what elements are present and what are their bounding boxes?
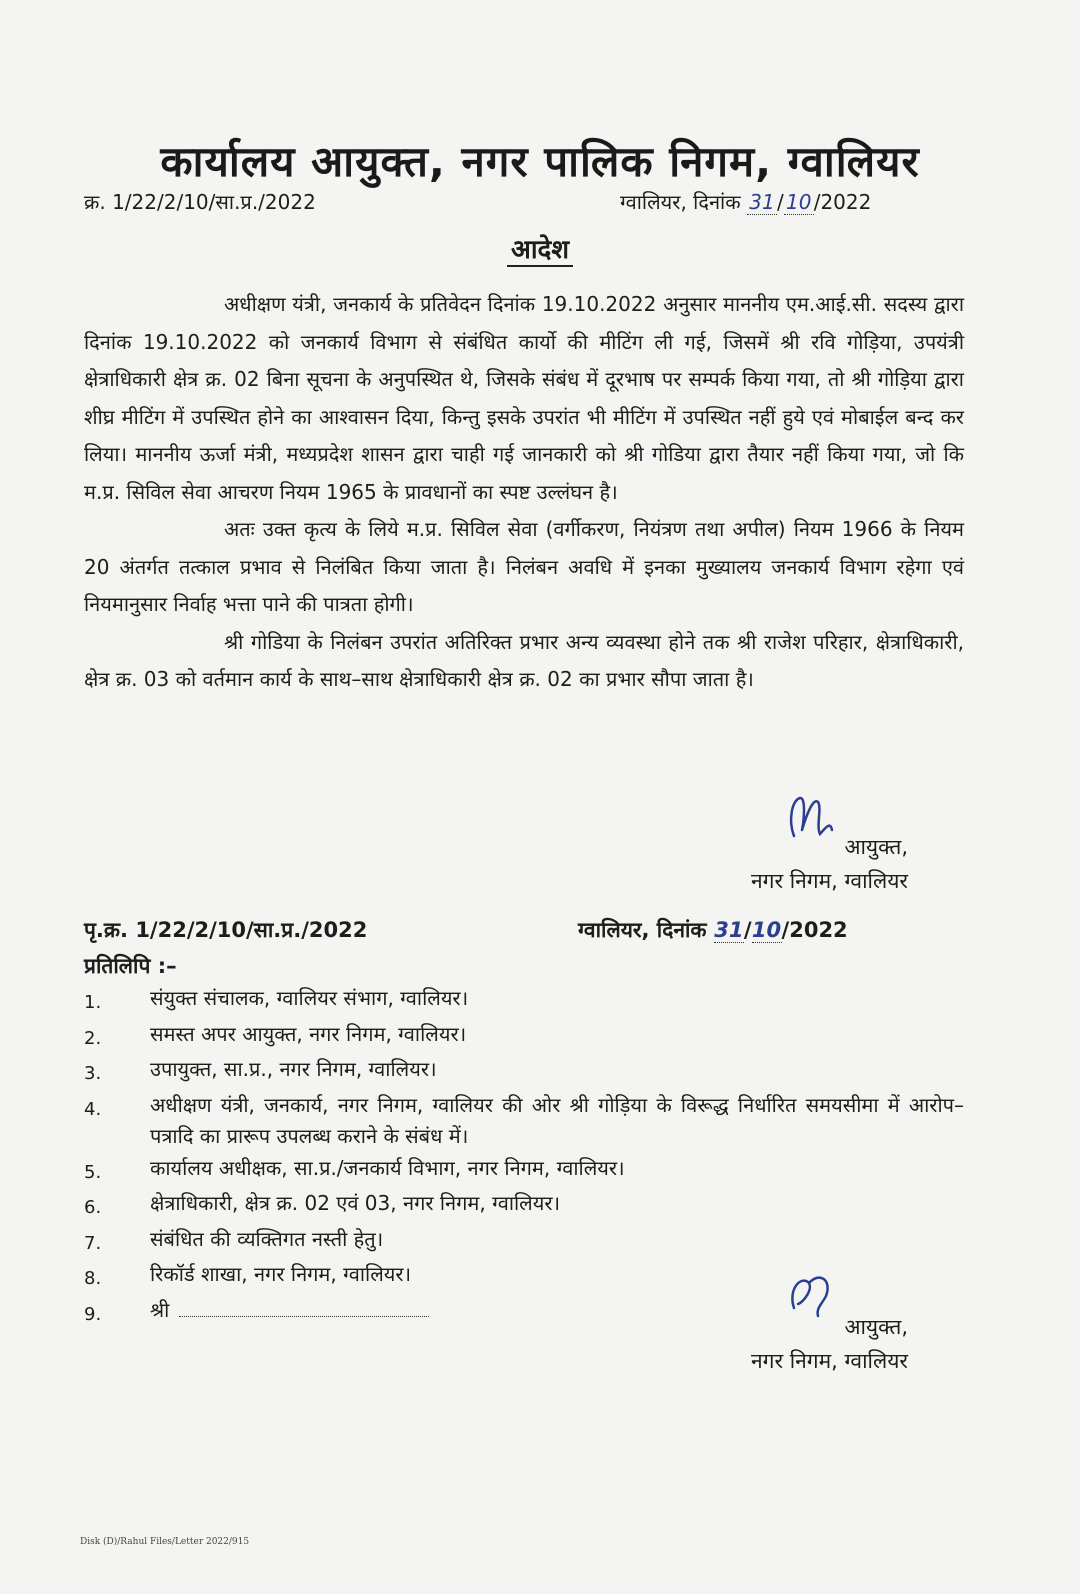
list-item: 3. उपायुक्त, सा.प्र., नगर निगम, ग्वालियर। [84, 1057, 437, 1084]
copy-reference-number: पृ.क्र. 1/22/2/10/सा.प्र./2022 [84, 918, 368, 942]
date-day: 31 [747, 190, 777, 215]
copy-date-year: /2022 [781, 918, 848, 942]
date-prefix: ग्वालियर, दिनांक [620, 190, 741, 214]
copy-date: ग्वालियर, दिनांक 31/10/2022 [578, 918, 848, 942]
list-item: 8. रिकॉर्ड शाखा, नगर निगम, ग्वालियर। [84, 1262, 412, 1289]
order-paragraph-1: अधीक्षण यंत्री, जनकार्य के प्रतिवेदन दिनांक 19.10.2022 अनुसार माननीय एम.आई.सी. सदस्य द्वारा दिनांक 19.10.2022 को जनकार्य विभाग से संबंधित कार्यो की मीटिंग ली गई, जिसमें श्री रवि गोड़िया, उपयंत्री क्षेत्राधिकारी क्षेत्र क्र. 02 बिना सूचना के अनुपस्थित थे, जिसके संबंध में दूरभाष पर सम्पर्क किया गया, तो श्री गोड़िया द्वारा शीघ्र मीटिंग में उपस्थित होने का आश्वासन दिया, किन्तु इसके उपरांत भी मीटिंग में उपस्थित नहीं हुये एवं मोबाईल बन्द कर लिया। माननीय ऊर्जा मंत्री, मध्यप्रदेश शासन द्वारा चाही गई जानकारी को श्री गोडिया द्वारा तैयार नहीं किया गया, जो कि म.प्र. सिविल सेवा आचरण नियम 1965 के प्रावधानों का स्पष्ट उल्लंघन है। [84, 292, 964, 504]
copy-date-month: 10 [751, 918, 782, 942]
order-paragraph-2: अतः उक्त कृत्य के लिये म.प्र. सिविल सेवा (वर्गीकरण, नियंत्रण तथा अपील) नियम 1966 के नियम 20 अंतर्गत तत्काल प्रभाव से निलंबित किया जाता है। निलंबन अवधि में इनका मुख्यालय जनकार्य विभाग रहेगा एवं नियमानुसार निर्वाह भत्ता पाने की पात्रता होगी। [84, 517, 964, 616]
list-item: 6. क्षेत्राधिकारी, क्षेत्र क्र. 02 एवं 03, नगर निगम, ग्वालियर। [84, 1191, 561, 1218]
signatory-designation: आयुक्त, [844, 1315, 908, 1339]
list-item: 9. श्री [84, 1295, 964, 1331]
signature-block-1 [640, 830, 908, 898]
file-path-footer: Disk (D)/Rahul Files/Letter 2022/915 [80, 1537, 250, 1547]
signature-mark-1 [780, 790, 840, 850]
office-heading: कार्यालय आयुक्त, नगर पालिक निगम, ग्वालियर [160, 137, 920, 186]
copy-to-label: प्रतिलिपि :– [84, 954, 177, 978]
copy-date-day: 31 [714, 918, 744, 942]
list-item: 4. अधीक्षण यंत्री, जनकार्य, नगर निगम, ग्वालियर की ओर श्री गोड़िया के विरूद्ध निर्धारित समयसीमा में आरोप–पत्रादि का प्रारूप उपलब्ध कराने के संबंध में। [84, 1092, 964, 1148]
blank-line [179, 1316, 429, 1317]
copy-date-prefix: ग्वालियर, दिनांक [578, 918, 707, 942]
list-item: 5. कार्यालय अधीक्षक, सा.प्र./जनकार्य विभाग, नगर निगम, ग्वालियर। [84, 1155, 625, 1183]
order-body [84, 286, 964, 699]
signature-mark-2 [780, 1268, 840, 1328]
signatory-designation: आयुक्त, [844, 835, 908, 859]
date-month: 10 [784, 190, 814, 215]
list-item: 7. संबंधित की व्यक्तिगत नस्ती हेतु। [84, 1226, 384, 1254]
order-paragraph-3: श्री गोडिया के निलंबन उपरांत अतिरिक्त प्रभार अन्य व्यवस्था होने तक श्री राजेश परिहार, क्षेत्राधिकारी, क्षेत्र क्र. 03 को वर्तमान कार्य के साथ–साथ क्षेत्राधिकारी क्षेत्र क्र. 02 का प्रभार सौपा जाता है। [84, 629, 964, 691]
issue-date: ग्वालियर, दिनांक 31 / 10 /2022 [620, 190, 872, 214]
signatory-office: नगर निगम, ग्वालियर [750, 869, 908, 893]
order-title: आदेश [0, 230, 1080, 266]
date-year: /2022 [813, 190, 872, 214]
list-item: 2. समस्त अपर आयुक्त, नगर निगम, ग्वालियर। [84, 1021, 467, 1049]
list-item: 1. संयुक्त संचालक, ग्वालियर संभाग, ग्वालियर। [84, 986, 469, 1013]
reference-number: क्र. 1/22/2/10/सा.प्र./2022 [84, 190, 316, 214]
signatory-office: नगर निगम, ग्वालियर [750, 1349, 908, 1373]
signature-block-2 [640, 1310, 908, 1378]
